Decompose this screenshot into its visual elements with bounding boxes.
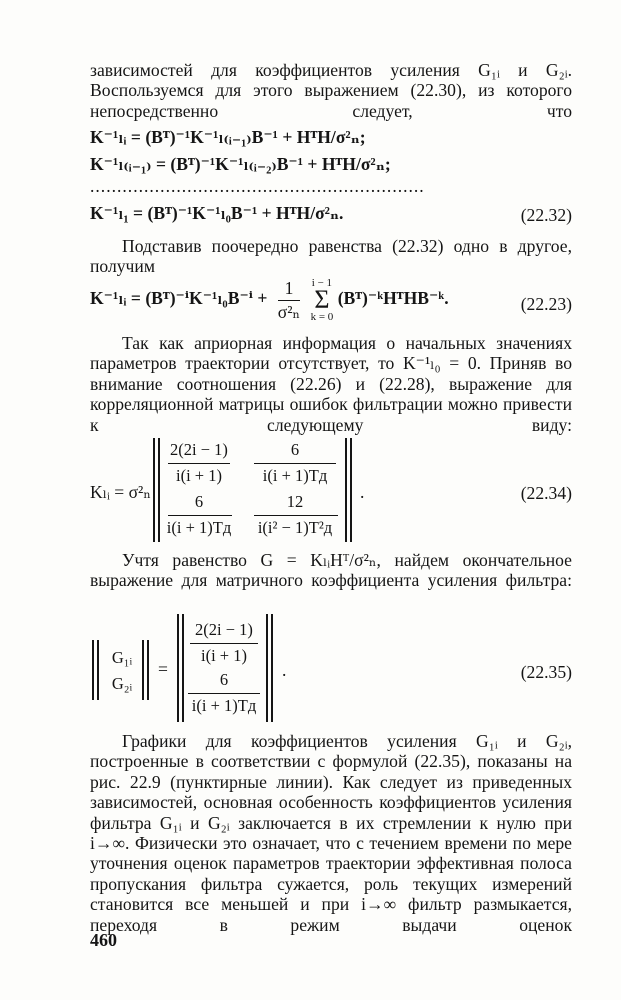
- gain-matrix-2-den: i(i + 1)Tд: [191, 696, 257, 715]
- matrix-cell-22-num: 12: [286, 492, 304, 511]
- equation-4-rhs: (Bᵀ)⁻ᵏHᵀHB⁻ᵏ.: [337, 288, 449, 309]
- matrix-cell-22-den: i(i² − 1)T²д: [257, 518, 333, 537]
- matrix-cell-21-num: 6: [194, 492, 204, 511]
- fraction-line: [168, 515, 232, 516]
- vector-bracket-right-inner: [142, 640, 144, 700]
- page-number: 460: [90, 930, 117, 950]
- equation-2: K⁻¹ₗ₍ᵢ₋₁₎ = (Bᵀ)⁻¹K⁻¹ₗ₍ᵢ₋₂₎B⁻¹ + HᵀH/σ²ₙ;: [90, 154, 391, 174]
- matrix-bracket-left-outer: [153, 438, 155, 542]
- equation-6-period: .: [282, 660, 287, 680]
- gain-matrix-2-num: 6: [219, 670, 229, 689]
- fraction-line: [168, 463, 230, 464]
- fraction-denominator: σ²ₙ: [277, 301, 301, 322]
- equation-5-lhs: Kₗᵢ = σ²ₙ: [90, 482, 151, 502]
- equation-5-period: .: [360, 482, 365, 502]
- equation-number-22-32: (22.32): [520, 205, 572, 225]
- equals-sign: =: [158, 659, 168, 679]
- sum-symbol: Σ: [314, 285, 330, 314]
- matrix-cell-11-den: i(i + 1): [176, 466, 222, 485]
- equation-number-22-23: (22.23): [520, 294, 572, 314]
- vector-bracket-right-outer: [147, 640, 149, 700]
- matrix-bracket-left-inner: [158, 438, 160, 542]
- gain-g1: G₁ᵢ: [111, 648, 133, 667]
- matrix-cell-21-den: i(i + 1)Tд: [166, 518, 232, 537]
- gain-g2: G₂ᵢ: [111, 674, 133, 693]
- vector-bracket-left-outer: [92, 640, 94, 700]
- equation-3: K⁻¹ₗ₁ = (Bᵀ)⁻¹K⁻¹ₗ₀B⁻¹ + HᵀH/σ²ₙ.: [90, 203, 344, 223]
- matrix-cell-11-num: 2(2i − 1): [170, 440, 228, 459]
- fraction-line: [254, 463, 336, 464]
- paragraph-gain-derivation: Учтя равенство G = KₗᵢHᵀ/σ²ₙ, найдем окончательное выражение для матричного коэффициента усиления фильтра:: [90, 550, 572, 591]
- paragraph-prior-info: Так как априорная информация о начальных значениях параметров траектории отсутствует, то K⁻¹ₗ₀ = 0. Приняв во внимание соотношения (22.26) и (22.28), выражение для корреляционной матрицы ошибок фильтрации можно привести к следующему виду:: [90, 333, 572, 435]
- fraction-line: [254, 515, 338, 516]
- fraction-line: [188, 693, 260, 694]
- equation-4-fraction: [278, 278, 300, 323]
- equation-4-lhs: K⁻¹ₗᵢ = (Bᵀ)⁻ⁱK⁻¹ₗ₀B⁻ⁱ +: [90, 288, 268, 309]
- equation-number-22-34: (22.34): [520, 483, 572, 503]
- sum-lower-limit: k = 0: [310, 311, 334, 323]
- gain-matrix-1-num: 2(2i − 1): [195, 620, 253, 639]
- gain-matrix-1-den: i(i + 1): [201, 646, 247, 665]
- paragraph-graphs: Графики для коэффициентов усиления G₁ᵢ и G₂ᵢ, построенные в соответствии с формулой (22.35), показаны на рис. 22.9 (пунктирные линии). Как следует из приведенных зависимостей, основная особенность коэффициентов усиления фильтра G₁ᵢ и G₂ᵢ заключается в их стремлении к нулю при i→∞. Физически это означает, что с течением времени по мере уточнения оценок параметров траектории эффективная полоса пропускания фильтра сужается, роль текущих измерений становится все меньшей и при i→∞ фильтр размыкается, переходя в режим выдачи оценок: [90, 731, 572, 935]
- equation-1: K⁻¹ₗᵢ = (Bᵀ)⁻¹K⁻¹ₗ₍ᵢ₋₁₎B⁻¹ + HᵀH/σ²ₙ;: [90, 127, 366, 147]
- matrix-bracket-right-inner: [266, 614, 268, 722]
- matrix-bracket-right-outer: [271, 614, 273, 722]
- sum-upper-limit: i − 1: [311, 277, 333, 289]
- equation-number-22-35: (22.35): [520, 662, 572, 682]
- matrix-cell-12-num: 6: [290, 440, 300, 459]
- paragraph-intro: зависимостей для коэффициентов усиления G₁ᵢ и G₂ᵢ. Воспользуемся для этого выражением (22.30), из которого непосредственно следует, что: [90, 60, 572, 121]
- fraction-line: [190, 643, 258, 644]
- fraction-numerator: 1: [278, 278, 300, 301]
- summation-sign: [311, 277, 334, 323]
- matrix-bracket-right-outer: [350, 438, 352, 542]
- matrix-bracket-right-inner: [345, 438, 347, 542]
- equation-4: [90, 277, 449, 323]
- matrix-cell-12-den: i(i + 1)Tд: [262, 466, 328, 485]
- paragraph-substitution: Подставив поочередно равенства (22.32) одно в другое, получим: [90, 236, 572, 277]
- ellipsis-row: ..............................................................: [90, 176, 425, 196]
- matrix-bracket-left-outer: [177, 614, 179, 722]
- vector-bracket-left-inner: [97, 640, 99, 700]
